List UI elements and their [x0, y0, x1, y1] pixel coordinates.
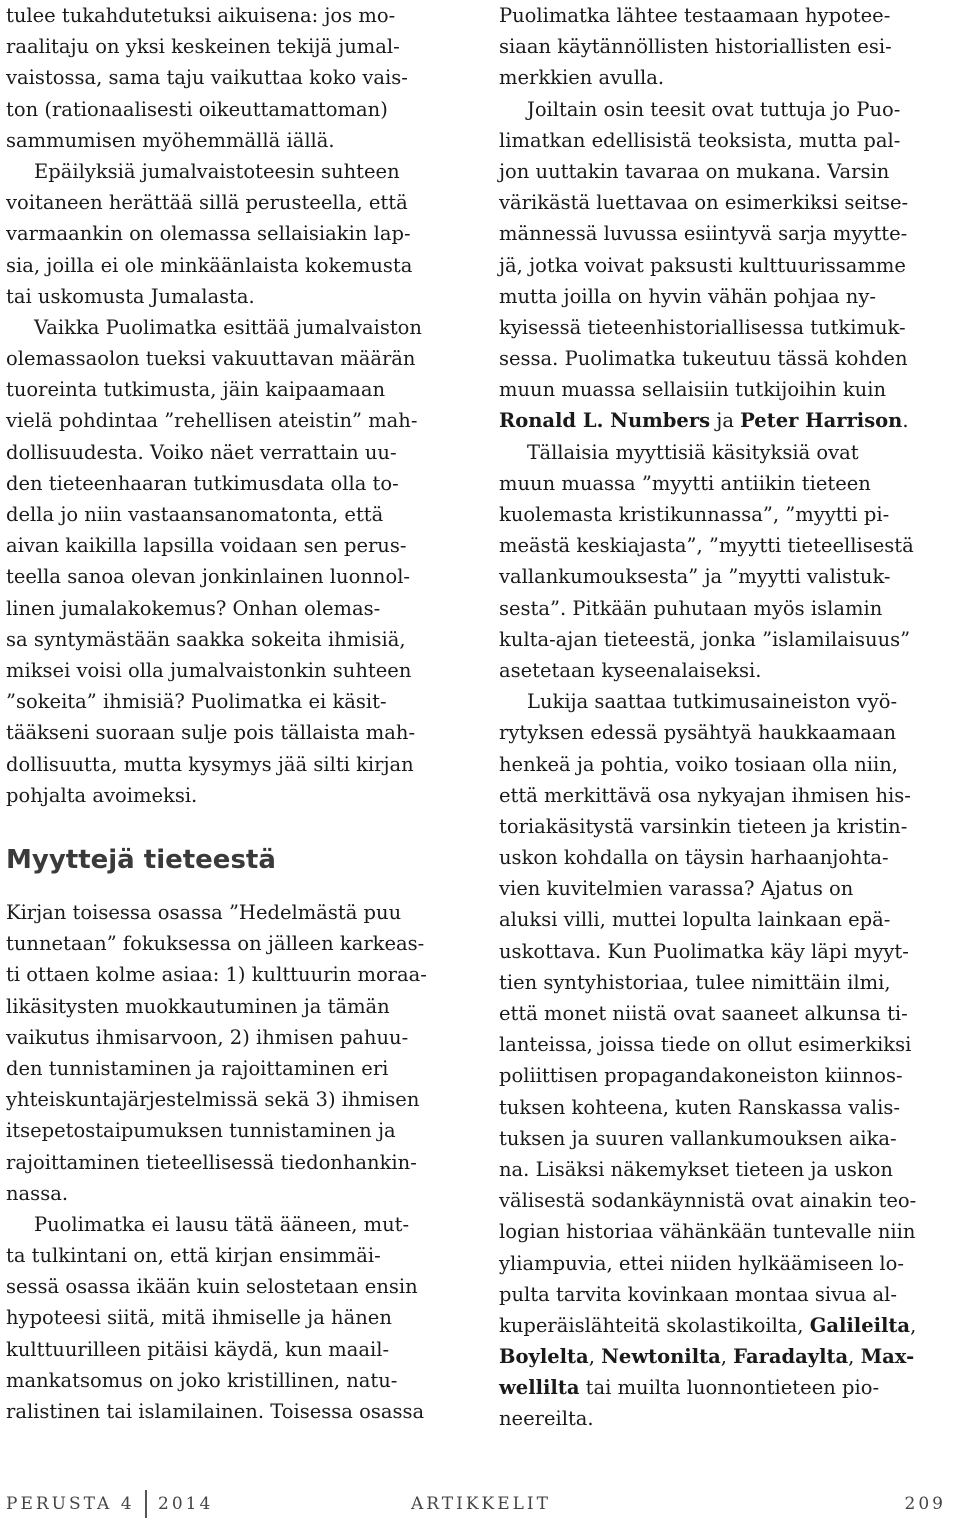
- text-line: Lukija saattaa tutkimusaineiston vyö-: [527, 690, 898, 714]
- text-line: sia, joilla ei ole minkäänlaista kokemusta: [6, 253, 413, 277]
- text-line: mutta joilla on hyvin vähän pohjaa ny-: [499, 284, 876, 308]
- text-line: dollisuutta, mutta kysymys jää silti kirjan: [6, 752, 414, 776]
- text-line: rytyksen edessä pysähtyä haukkaamaan: [499, 721, 897, 745]
- text-line: Kirjan toisessa osassa ”Hedelmästä puu: [6, 901, 402, 924]
- text-line: että monet niistä ovat saaneet alkunsa ti-: [499, 1002, 908, 1025]
- line-text: kuperäislähteitä skolastikoilta,: [499, 1313, 810, 1337]
- text-line: raalitaju on yksi keskeinen tekijä jumal-: [6, 35, 400, 59]
- person-name: wellilta: [499, 1376, 580, 1400]
- person-name: Max-: [860, 1345, 915, 1369]
- text-line: muun muassa ”myytti antiikin tieteen: [499, 471, 871, 495]
- text-line: värikästä luettavaa on esimerkiksi seitse-: [499, 191, 909, 215]
- text-line: tien syntyhistoriaa, tulee nimittäin ilmi,: [499, 970, 891, 994]
- text-line: sa syntymästään saakka sokeita ihmisiä,: [6, 627, 406, 651]
- left-column-lower: [6, 897, 468, 1427]
- punctuation: ,: [848, 1345, 861, 1369]
- text-line: tulee tukahdutetuksi aikuisena: jos mo-: [6, 4, 396, 27]
- text-line: na. Lisäksi näkemykset tieteen ja uskon: [499, 1157, 893, 1181]
- left-paragraph-2: [6, 897, 468, 1427]
- text-line: lanteissa, joissa tiede on ollut esimerkiksi: [499, 1033, 912, 1057]
- text-line: pohjalta avoimeksi.: [6, 783, 198, 807]
- text-line: muun muassa sellaisiin tutkijoihin kuin: [499, 378, 887, 402]
- text-line: että merkittävä osa nykyajan ihmisen his-: [499, 783, 911, 807]
- text-line: sessa. Puolimatka tukeutuu tässä kohden: [499, 347, 908, 371]
- text-line: uskottava. Kun Puolimatka käy läpi myyt-: [499, 939, 909, 963]
- punctuation: .: [902, 409, 909, 433]
- text-line: vien kuvitelmien varassa? Ajatus on: [499, 877, 854, 901]
- text-line: kuolemasta kristikunnassa”, ”myytti pi-: [499, 503, 890, 526]
- text-line: kulttuurilleen pitäisi käydä, kun maail-: [6, 1337, 390, 1361]
- text-line: den tieteenhaaran tutkimusdata olla to-: [6, 471, 399, 495]
- right-column: [499, 0, 959, 1435]
- text-line: [499, 1341, 959, 1372]
- text-line: sesta”. Pitkään puhutaan myös islamin: [499, 596, 883, 620]
- text-line: Vaikka Puolimatka esittää jumalvaiston: [34, 315, 422, 339]
- issue-year: 2014: [158, 1494, 214, 1514]
- text-line: jä, jotka voivat paksusti kulttuurissamme: [499, 253, 906, 277]
- text-line: ”sokeita” ihmisiä? Puolimatka ei käsit-: [6, 690, 387, 714]
- text-line: siaan käytännöllisten historiallisten esi-: [499, 35, 892, 59]
- text-line: kulta-ajan tieteestä, jonka ”islamilaisuus”: [499, 627, 911, 651]
- text-line: vaikutus ihmisarvoon, 2) ihmisen pahuu-: [6, 1025, 409, 1049]
- text-line: vallankumouksesta” ja ”myytti valistuk-: [499, 565, 891, 589]
- text-line: hypoteesi siitä, mitä ihmiselle ja hänen: [6, 1306, 392, 1330]
- person-name: Peter Harrison: [740, 409, 903, 433]
- text-line: Puolimatka ei lausu tätä ääneen, mut-: [34, 1212, 410, 1236]
- text-line: pulta tarvita kovinkaan montaa sivua al-: [499, 1282, 897, 1306]
- punctuation: ,: [720, 1345, 734, 1369]
- text-line: sammumisen myöhemmällä iällä.: [6, 128, 335, 152]
- text-line: varmaankin on olemassa sellaisiakin lap-: [6, 222, 411, 246]
- text-line: uskon kohdalla on täysin harhaanjohta-: [499, 846, 889, 870]
- footer-divider: [145, 1490, 147, 1518]
- text-line: [499, 405, 959, 436]
- text-line: tuksen ja suuren vallankumouksen aika-: [499, 1126, 897, 1150]
- text-line: välisestä sodankäynnistä ovat ainakin teo-: [499, 1189, 917, 1213]
- text-line: [499, 1372, 959, 1403]
- text-line: vaistossa, sama taju vaikuttaa koko vais-: [6, 66, 408, 90]
- text-line: vielä pohdintaa ”rehellisen ateistin” mah-: [6, 409, 418, 433]
- text-line: tai uskomusta Jumalasta.: [6, 284, 255, 308]
- text-line: logian historiaa vähänkään tuntevalle niin: [499, 1220, 916, 1244]
- text-line: männessä luvussa esiintyvä sarja myytte-: [499, 222, 908, 246]
- text-line: poliittisen propagandakoneiston kiinnos-: [499, 1064, 903, 1088]
- text-line: tuksen kohteena, kuten Ranskassa valis-: [499, 1095, 900, 1119]
- text-line: ton (rationaalisesti oikeuttamattoman): [6, 97, 388, 121]
- text-line: mankatsomus on joko kristillinen, natu-: [6, 1368, 398, 1392]
- text-line: henkeä ja pohtia, voiko tosiaan olla niin,: [499, 752, 898, 776]
- person-name: Galileilta: [809, 1313, 911, 1337]
- text-line: Tällaisia myyttisiä käsityksiä ovat: [527, 440, 859, 464]
- text-line: aluksi villi, muttei lopulta lainkaan epä-: [499, 908, 891, 932]
- left-paragraph-1: [6, 0, 468, 811]
- text-line: ti ottaen kolme asiaa: 1) kulttuurin moraa-: [6, 963, 427, 987]
- text-line: tääkseni suoraan sulje pois tällaista mah-: [6, 721, 416, 745]
- text-line: dollisuudesta. Voiko näet verrattain uu-: [6, 440, 397, 464]
- text-line: jon uuttakin tavaraa on mukana. Varsin: [499, 159, 890, 183]
- page-footer: [0, 1490, 960, 1520]
- text-line: [499, 1310, 959, 1341]
- line-text: tai muilta luonnontieteen pio-: [579, 1376, 880, 1400]
- section-name: ARTIKKELIT: [411, 1494, 551, 1514]
- page-number: 209: [904, 1494, 946, 1514]
- text-line: sessä osassa ikään kuin selostetaan ensin: [6, 1275, 418, 1299]
- left-column: [6, 0, 468, 811]
- text-line: olemassaolon tueksi vakuuttavan määrän: [6, 347, 416, 371]
- text-line: toriakäsitystä varsinkin tieteen ja kristin-: [499, 814, 908, 838]
- text-line: itsepetostaipumuksen tunnistaminen ja: [6, 1119, 396, 1143]
- text-line: Puolimatka lähtee testaamaan hypotee-: [499, 4, 891, 27]
- journal-name: PERUSTA 4: [6, 1494, 135, 1514]
- text-line: linen jumalakokemus? Onhan olemas-: [6, 596, 381, 620]
- text-line: teella sanoa olevan jonkinlainen luonnol-: [6, 565, 411, 589]
- person-name: Faradaylta: [733, 1345, 849, 1369]
- text-line: rajoittaminen tieteellisessä tiedonhankin-: [6, 1150, 417, 1174]
- text-line: della jo niin vastaansanomatonta, että: [6, 503, 384, 526]
- text-line: tuoreinta tutkimusta, jäin kaipaamaan: [6, 378, 386, 402]
- connector-text: ja: [710, 409, 741, 433]
- text-line: miksei voisi olla jumalvaistonkin suhteen: [6, 658, 412, 682]
- text-line: asetetaan kyseenalaiseksi.: [499, 658, 762, 682]
- text-line: yliampuvia, ettei niiden hylkäämiseen lo-: [499, 1251, 904, 1275]
- text-line: Joiltain osin teesit ovat tuttuja jo Puo-: [527, 97, 901, 121]
- text-line: likäsitysten muokkautuminen ja tämän: [6, 994, 390, 1018]
- text-line: ta tulkintani on, että kirjan ensimmäi-: [6, 1244, 381, 1268]
- text-line: neereilta.: [499, 1407, 594, 1431]
- punctuation: ,: [588, 1345, 602, 1369]
- section-heading: Myyttejä tieteestä: [6, 845, 276, 875]
- text-line: ralistinen tai islamilainen. Toisessa osassa: [6, 1400, 425, 1423]
- punctuation: ,: [910, 1313, 917, 1337]
- text-line: nassa.: [6, 1181, 69, 1205]
- text-line: tunnetaan” fokuksessa on jälleen karkeas-: [6, 932, 425, 956]
- text-line: den tunnistaminen ja rajoittaminen eri: [6, 1056, 389, 1080]
- text-line: merkkien avulla.: [499, 66, 665, 90]
- text-line: Epäilyksiä jumalvaistoteesin suhteen: [34, 159, 400, 183]
- text-line: voitaneen herättää sillä perusteella, että: [6, 191, 408, 215]
- person-name: Newtonilta: [601, 1345, 721, 1369]
- person-name: Ronald L. Numbers: [499, 409, 711, 433]
- text-line: limatkan edellisistä teoksista, mutta pal-: [499, 128, 901, 152]
- text-line: yhteiskuntajärjestelmissä sekä 3) ihmisen: [6, 1088, 420, 1112]
- person-name: Boylelta: [499, 1345, 589, 1369]
- text-line: kyisessä tieteenhistoriallisessa tutkimuk-: [499, 315, 906, 339]
- text-line: aivan kaikilla lapsilla voidaan sen perus-: [6, 534, 407, 558]
- text-line: meästä keskiajasta”, ”myytti tieteellisestä: [499, 534, 914, 558]
